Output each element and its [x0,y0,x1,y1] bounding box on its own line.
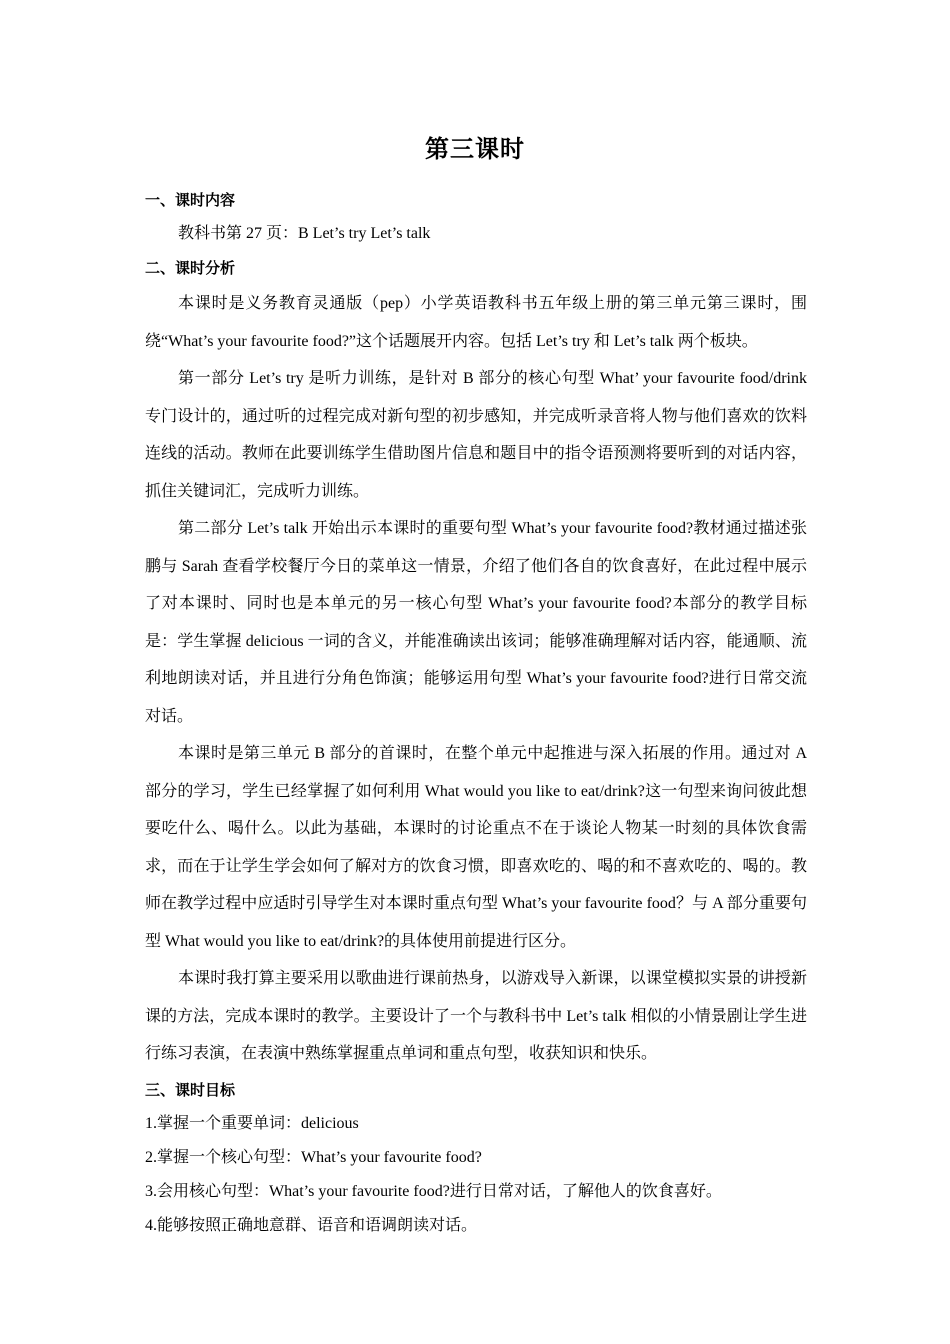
section-lesson-objectives [145,1073,807,1243]
paragraph: 本课时是义务教育灵通版（pep）小学英语教科书五年级上册的第三单元第三课时，围绕“What’s your favourite food?”这个话题展开内容。包括 Let’s try 和 Let’s talk 两个板块。 [145,295,807,350]
paragraph: 本课时是第三单元 B 部分的首课时，在整个单元中起推进与深入拓展的作用。通过对 A 部分的学习，学生已经掌握了如何利用 What would you like to eat/drink?这一句型来询问彼此想要吃什么、喝什么。以此为基础，本课时的讨论重点不在于谈论人物某一时刻的具体饮食需求，而在于让学生学会如何了解对方的饮食习惯，即喜欢吃的、喝的和不喜欢吃的、喝的。教师在教学过程中应适时引导学生对本课时重点句型 What’s your favourite food？与 A 部分重要句型 What would you like to eat/drink?的具体使用前提进行区分。 [145,745,807,950]
paragraph: 第二部分 Let’s talk 开始出示本课时的重要句型 What’s your favourite food?教材通过描述张鹏与 Sarah 查看学校餐厅今日的菜单这一情景，介绍了他们各自的饮食喜好，在此过程中展示了对本课时、同时也是本单元的另一核心句型 What’s your favourite food?本部分的教学目标是：学生掌握 delicious 一词的含义，并能准确读出该词；能够准确理解对话内容，能通顺、流利地朗读对话，并且进行分角色饰演；能够运用句型 What’s your favourite food?进行日常交流对话。 [145,520,807,725]
page-title: 第三课时 [425,135,525,163]
objective-item: 2.掌握一个核心句型：What’s your favourite food? [145,1148,482,1166]
section-lesson-analysis [145,251,807,1073]
section-heading: 二、课时分析 [145,259,236,277]
objective-item: 4.能够按照正确地意群、语音和语调朗读对话。 [145,1216,478,1234]
objective-item: 1.掌握一个重要单词：delicious [145,1114,359,1132]
objective-item: 3.会用核心句型：What’s your favourite food?进行日常对话，了解他人的饮食喜好。 [145,1182,722,1200]
paragraph: 第一部分 Let’s try 是听力训练，是针对 B 部分的核心句型 What’ your favourite food/drink 专门设计的，通过听的过程完成对新句型的初步感知，并完成听录音将人物与他们喜欢的饮料连线的活动。教师在此要训练学生借助图片信息和题目中的指令语预测将要听到的对话内容，抓住关键词汇，完成听力训练。 [145,370,807,500]
section-heading: 一、课时内容 [145,191,236,209]
section-heading: 三、课时目标 [145,1080,236,1099]
section-lesson-content [145,183,807,251]
paragraph: 本课时我打算主要采用以歌曲进行课前热身，以游戏导入新课，以课堂模拟实景的讲授新课的方法，完成本课时的教学。主要设计了一个与教科书中 Let’s talk 相似的小情景剧让学生进行练习表演，在表演中熟练掌握重点单词和重点句型，收获知识和快乐。 [145,970,807,1062]
paragraph: 教科书第 27 页：B Let’s try Let’s talk [178,225,431,242]
document-body [145,183,807,1243]
